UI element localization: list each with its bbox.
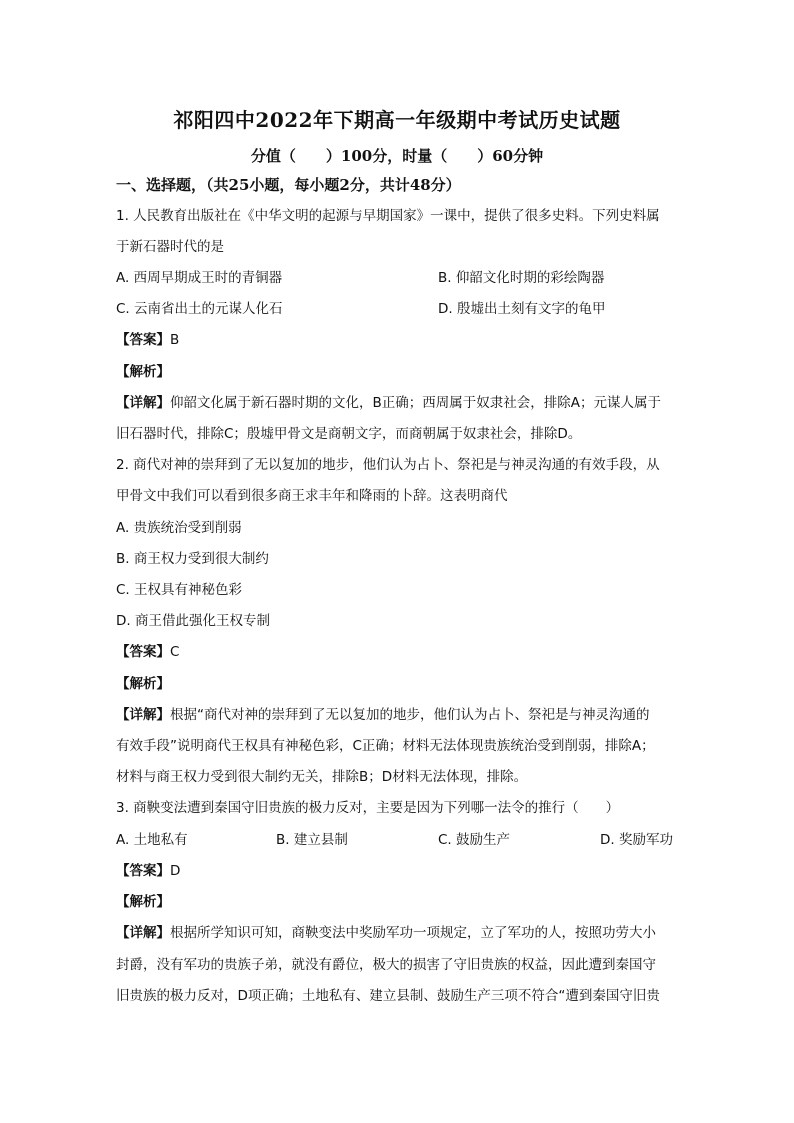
q2-option-c: C. 王权具有神秘色彩 — [116, 582, 243, 598]
q3-option-a: A. 土地私有 — [116, 832, 188, 848]
answer-label: 【答案】 — [116, 332, 170, 348]
q1-stem-line2: 于新石器时代的是 — [116, 239, 224, 255]
q2-detail-line2: 有效手段”说明商代王权具有神秘色彩，C正确；材料无法体现贵族统治受到削弱，排除A； — [116, 738, 655, 754]
q1-option-a: A. 西周早期成王时的青铜器 — [116, 270, 283, 286]
q1-option-d: D. 殷墟出土刻有文字的龟甲 — [438, 301, 606, 317]
q3-detail-line1 — [116, 923, 656, 943]
q2-option-b: B. 商王权力受到很大制约 — [116, 551, 269, 567]
q3-analysis-label — [116, 892, 170, 912]
q1-option-b: B. 仰韶文化时期的彩绘陶器 — [438, 270, 605, 286]
q3-option-b: B. 建立县制 — [276, 832, 348, 848]
q2-detail-line1 — [116, 705, 650, 725]
q3-stem-line1: 3. 商鞅变法遭到秦国守旧贵族的极力反对，主要是因为下列哪一法令的推行（ ） — [116, 800, 620, 816]
q3-answer — [116, 861, 180, 881]
q2-detail-text1: 根据“商代对神的崇拜到了无以复加的地步，他们认为占卜、祭祀是与神灵沟通的 — [170, 707, 650, 723]
q2-analysis-label — [116, 674, 170, 694]
detail-label: 【详解】 — [116, 395, 170, 411]
exam-subtitle: 分值（ ）100分，时量（ ）60分钟 — [250, 147, 544, 165]
q1-answer-value: B — [170, 332, 180, 348]
analysis-label: 【解析】 — [116, 364, 170, 380]
q3-detail-line3: 旧贵族的极力反对，D项正确；土地私有、建立县制、鼓励生产三项不符合“遭到秦国守旧贵 — [116, 988, 660, 1004]
answer-label: 【答案】 — [116, 863, 170, 879]
q1-detail-line2: 旧石器时代，排除C；殷墟甲骨文是商朝文字，而商朝属于奴隶社会，排除D。 — [116, 426, 582, 442]
exam-title: 祁阳四中2022年下期高一年级期中考试历史试题 — [173, 108, 621, 132]
analysis-label: 【解析】 — [116, 676, 170, 692]
q2-answer-value: C — [170, 644, 180, 660]
q1-stem-line1: 1. 人民教育出版社在《中华文明的起源与早期国家》一课中，提供了很多史料。下列史料属 — [116, 208, 660, 224]
q2-option-d: D. 商王借此强化王权专制 — [116, 613, 270, 629]
q1-answer — [116, 330, 179, 350]
q2-detail-line3: 材料与商王权力受到很大制约无关，排除B；D材料无法体现，排除。 — [116, 769, 528, 785]
q3-option-d: D. 奖励军功 — [600, 832, 673, 848]
section-heading: 一、选择题，（共25小题，每小题2分，共计48分） — [116, 176, 461, 194]
q1-option-c: C. 云南省出土的元谋人化石 — [116, 301, 283, 317]
q2-answer — [116, 642, 179, 662]
detail-label: 【详解】 — [116, 925, 170, 941]
q2-stem-line1: 2. 商代对神的崇拜到了无以复加的地步，他们认为占卜、祭祀是与神灵沟通的有效手段，从 — [116, 457, 660, 473]
q3-option-c: C. 鼓励生产 — [438, 832, 511, 848]
q3-answer-value: D — [170, 863, 181, 879]
q2-option-a: A. 贵族统治受到削弱 — [116, 520, 242, 536]
q3-detail-line2: 封爵，没有军功的贵族子弟，就没有爵位，极大的损害了守旧贵族的权益，因此遭到秦国守 — [116, 957, 656, 973]
answer-label: 【答案】 — [116, 644, 170, 660]
q3-detail-text1: 根据所学知识可知，商鞅变法中奖励军功一项规定，立了军功的人，按照功劳大小 — [170, 925, 656, 941]
detail-label: 【详解】 — [116, 707, 170, 723]
analysis-label: 【解析】 — [116, 894, 170, 910]
q2-stem-line2: 甲骨文中我们可以看到很多商王求丰年和降雨的卜辞。这表明商代 — [116, 488, 508, 504]
q1-detail-line1 — [116, 393, 661, 413]
q1-detail-text1: 仰韶文化属于新石器时期的文化，B正确；西周属于奴隶社会，排除A；元谋人属于 — [170, 395, 661, 411]
q1-analysis-label — [116, 362, 170, 382]
